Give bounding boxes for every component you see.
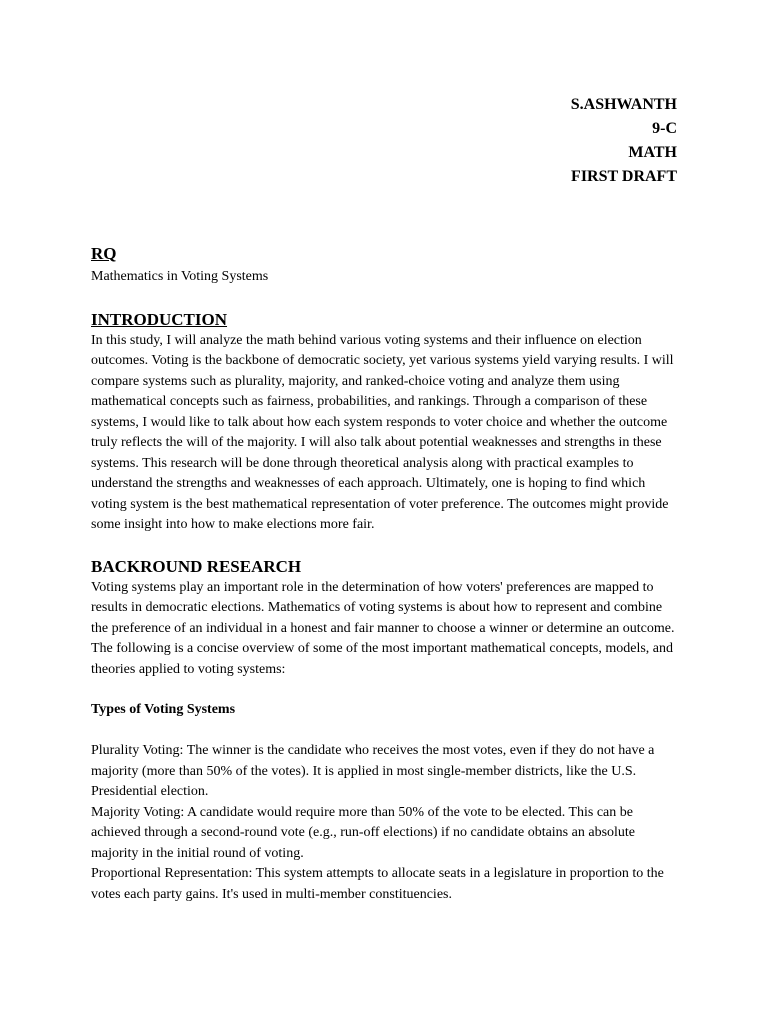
introduction-paragraph: In this study, I will analyze the math behind various voting systems and their influence on election outcomes. Voting is the backbone of democratic society, yet various systems yield varying results. I will compare systems such as plurality, majority, and ranked-choice voting and analyze them using mathematical concepts such as fairness, probabilities, and rankings. Through a comparison of these systems, I would like to talk about how each system responds to voter choice and whether the outcome truly reflects the will of the majority. I will also talk about potential weaknesses and strengths in these systems. This research will be done through theoretical analysis along with practical examples to understand the strengths and weaknesses of each approach. Ultimately, one is hoping to find which voting system is the best mathematical representation of voter preference. The outcomes might provide some insight into how to make elections more fair. — [91, 332, 674, 532]
author-header — [571, 93, 677, 189]
proportional-representation-paragraph: Proportional Representation: This system attempts to allocate seats in a legislature in proportion to the votes each party gains. It's used in multi-member constituencies. — [91, 866, 664, 902]
rq-heading: RQ — [91, 244, 117, 263]
author-name: S.ASHWANTH — [570, 96, 677, 113]
subject-label: MATH — [628, 144, 677, 161]
types-heading: Types of Voting Systems — [91, 702, 236, 717]
draft-label: FIRST DRAFT — [571, 168, 677, 185]
introduction-heading: INTRODUCTION — [91, 309, 228, 329]
plurality-voting-paragraph: Plurality Voting: The winner is the candidate who receives the most votes, even if they do not have a majority (more than 50% of the votes). It is applied in most single-member districts, like the U.S. Presidential election. — [91, 743, 655, 799]
author-class: 9-C — [652, 120, 677, 137]
document-body — [91, 243, 681, 905]
background-heading: BACKROUND RESEARCH — [91, 556, 302, 576]
majority-voting-paragraph: Majority Voting: A candidate would require more than 50% of the vote to be elected. This can be achieved through a second-round vote (e.g., run-off elections) if no candidate obtains an absolute majority in the initial round of voting. — [91, 804, 636, 861]
background-paragraph: Voting systems play an important role in the determination of how voters' preferences are mapped to results in democratic elections. Mathematics of voting systems is about how to represent and combine the preference of an individual in a honest and fair manner to choose a winner or determine an outcome. The following is a concise overview of some of the most important mathematical concepts, models, and theories applied to voting systems: — [91, 579, 675, 677]
rq-text: Mathematics in Voting Systems — [91, 269, 269, 284]
